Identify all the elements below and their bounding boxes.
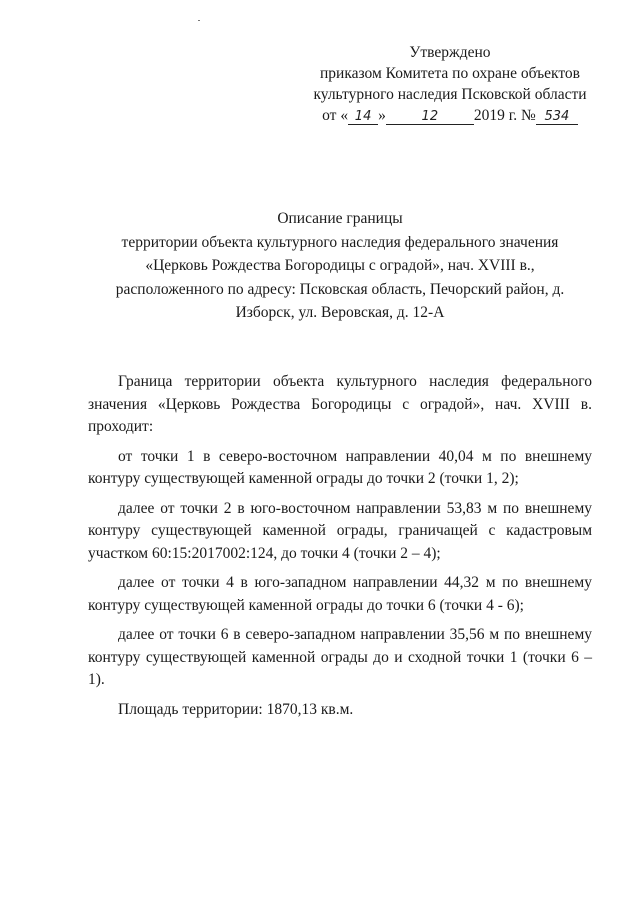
approval-heading: Утверждено xyxy=(409,44,491,61)
title-line-5: Изборск, ул. Веровская, д. 12-А xyxy=(235,304,445,321)
document-title xyxy=(60,207,620,325)
approval-order-line: приказом Комитета по охране объектов xyxy=(319,65,580,82)
paragraph-segment-3: далее от точки 4 в юго-западном направлении 44,32 м по внешнему контуру существующей каменной ограды до точки 6 (точки 4 - 6); xyxy=(88,574,592,614)
approval-committee-line: культурного наследия Псковской области xyxy=(313,86,587,103)
paragraph-segment-1: от точки 1 в северо-восточном направлении 40,04 м по внешнему контуру существующей каменной ограды до точки 2 (точки 1, 2); xyxy=(88,447,592,487)
paragraph-area: Площадь территории: 1870,13 кв.м. xyxy=(118,700,354,718)
document-body xyxy=(88,371,592,728)
paragraph-segment-2: далее от точки 2 в юго-восточном направлении 53,83 м по внешнему контуру существующей каменной ограды, граничащей с кадастровым участком 60:15:2017002:124, до точки 4 (точки 2 – 4); xyxy=(88,499,592,562)
approval-stamp xyxy=(290,42,610,126)
paragraph-segment-4: далее от точки 6 в северо-западном направлении 35,56 м по внешнему контуру существующей каменной ограды до и сходной точки 1 (точки 6 – 1). xyxy=(88,626,592,688)
date-prefix: от « xyxy=(322,107,349,124)
date-mid: » xyxy=(378,107,386,124)
paragraph-intro: Граница территории объекта культурного наследия федерального значения «Церковь Рождества Богородицы с оградой», нач. XVIII в. проходит: xyxy=(88,373,592,435)
approval-date-line xyxy=(290,105,610,126)
handwritten-order-number: 534 xyxy=(536,110,578,125)
date-year: 2019 г. № xyxy=(473,107,536,124)
handwritten-day: 14 xyxy=(348,110,378,125)
title-line-2: территории объекта культурного наследия федерального значения xyxy=(121,233,559,251)
title-line-4: расположенного по адресу: Псковская область, Печорский район, д. xyxy=(115,280,565,298)
scan-speck xyxy=(198,20,200,21)
handwritten-month: 12 xyxy=(386,110,474,125)
title-line-1: Описание границы xyxy=(277,210,403,227)
title-line-3: «Церковь Рождества Богородицы с оградой», нач. XVIII в., xyxy=(145,257,535,274)
